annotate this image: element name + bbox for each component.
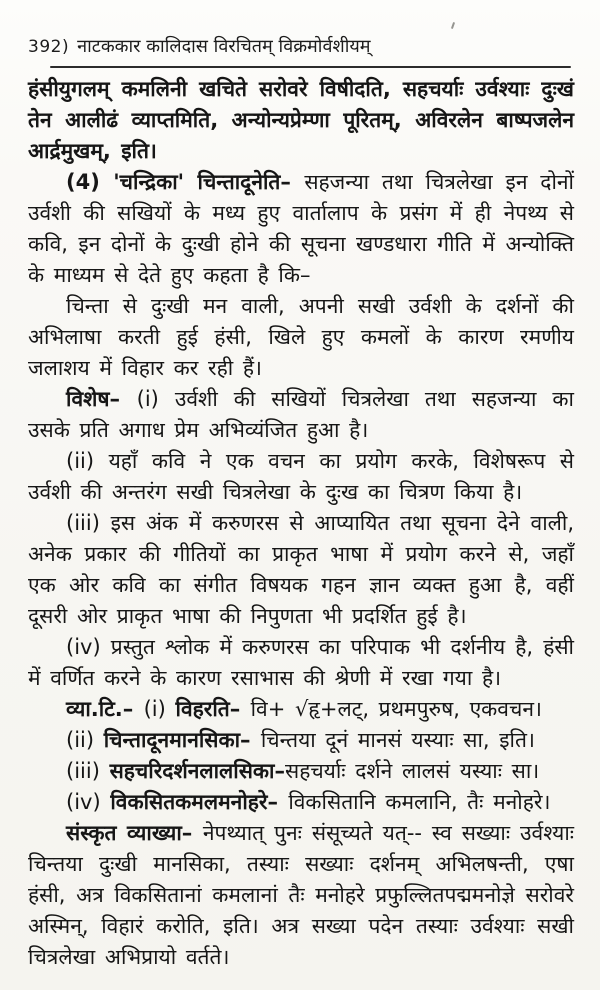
- text-run: (iv): [66, 790, 111, 814]
- text-run: (ii): [66, 728, 104, 752]
- text-run: वि+ √हृ+लट्, प्रथमपुरुष, एकवचन।: [250, 697, 542, 721]
- paragraph: [28, 508, 574, 632]
- bold-text-run: विहरति–: [175, 697, 251, 721]
- header-rule: [50, 66, 571, 68]
- paragraph: [28, 74, 574, 167]
- paragraph: [28, 756, 574, 787]
- text-run: सहजन्या तथा चित्रलेखा इन दोनों उर्वशी की सखियों के मध्य हुए वार्तालाप के प्रसंग में ही नेपथ्य से कवि, इन दोनों के दुःखी होने की सूचना खण्डधारा गीति में अन्योक्ति के माध्यम से देते हुए कहता है कि–: [28, 170, 574, 287]
- bold-text-run: संस्कृत व्याख्या–: [66, 821, 203, 845]
- paragraph: [28, 818, 574, 973]
- page-header: [28, 34, 572, 60]
- page-body: [28, 74, 574, 973]
- bold-text-run: सहचरिदर्शनलालसिका–: [109, 759, 285, 783]
- text-run: (iii) इस अंक में करुणरस से आप्यायित तथा सूचना देने वाली, अनेक प्रकार की गीतियों का प्राकृत भाषा में प्रयोग करने से, जहाँ एक ओर कवि का संगीत विषयक गहन ज्ञान व्यक्त हुआ है, वहीं दूसरी ओर प्राकृत भाषा की निपुणता भी प्रदर्शित हुई है।: [28, 511, 574, 628]
- paragraph: [28, 694, 574, 725]
- paragraph: [28, 787, 574, 818]
- scan-artifact-mark: [451, 22, 455, 29]
- bold-text-run: विकसितकमलमनोहरे–: [110, 790, 289, 814]
- page-number: 392): [28, 37, 70, 57]
- bold-text-run: (4) 'चन्द्रिका' चिन्तादूनेति–: [66, 170, 305, 194]
- paragraph: [28, 446, 574, 508]
- text-run: (i) उर्वशी की सखियों चित्रलेखा तथा सहजन्या का उसके प्रति अगाध प्रेम अभिव्यंजित हुआ है।: [28, 387, 574, 442]
- text-run: चिन्ता से दुःखी मन वाली, अपनी सखी उर्वशी के दर्शनों की अभिलाषा करती हुई हंसी, खिले हुए कमलों के कारण रमणीय जलाशय में विहार कर रही हैं।: [28, 294, 574, 380]
- paragraph: [28, 725, 574, 756]
- text-run: (iii): [66, 759, 110, 783]
- paragraph: [28, 632, 574, 694]
- bold-text-run: हंसीयुगलम् कमलिनी खचिते सरोवरे विषीदति, सहचर्याः उर्वश्याः दुःखं तेन आलीढं व्याप्तमिति, अन्योन्यप्रेम्णा पूरितम्, अविरलेन बाष्पजलेन आर्द्रमुखम्, इति।: [28, 77, 574, 163]
- text-run: चिन्तया दूनं मानसं यस्याः सा, इति।: [260, 728, 535, 752]
- bold-text-run: विशेष–: [66, 387, 137, 411]
- paragraph: [28, 384, 574, 446]
- text-run: (ii) यहाँ कवि ने एक वचन का प्रयोग करके, विशेषरूप से उर्वशी की अन्तरंग सखी चित्रलेखा के दुःख का चित्रण किया है।: [28, 449, 574, 504]
- running-title: नाटककार कालिदास विरचितम् विक्रमोर्वशीयम्: [77, 36, 371, 57]
- text-run: (iv) प्रस्तुत श्लोक में करुणरस का परिपाक भी दर्शनीय है, हंसी में वर्णित करने के कारण रसाभास की श्रेणी में रखा गया है।: [28, 635, 574, 690]
- text-run: (i): [143, 697, 176, 721]
- text-run: विकसितानि कमलानि, तैः मनोहरे।: [288, 790, 551, 814]
- text-run: सहचर्याः दर्शने लालसं यस्याः सा।: [285, 759, 540, 783]
- text-run: नेपथ्यात् पुनः संसूच्यते यत्-- स्व सख्याः उर्वश्याः चिन्तया दुःखी मानसिका, तस्याः सख्याः दर्शनम् अभिलषन्ती, एषा हंसी, अत्र विकसितानां कमलानां तैः मनोहरे प्रफुल्लितपद्ममनोज्ञे सरोवरे अस्मिन्, विहारं करोति, इति। अत्र सख्या पदेन तस्याः उर्वश्याः सखी चित्रलेखा अभिप्रायो वर्तते।: [28, 821, 574, 969]
- paragraph: [28, 167, 574, 291]
- paragraph: [28, 291, 574, 384]
- bold-text-run: व्या.टि.–: [66, 697, 144, 721]
- bold-text-run: चिन्तादूनमानसिका–: [103, 728, 261, 752]
